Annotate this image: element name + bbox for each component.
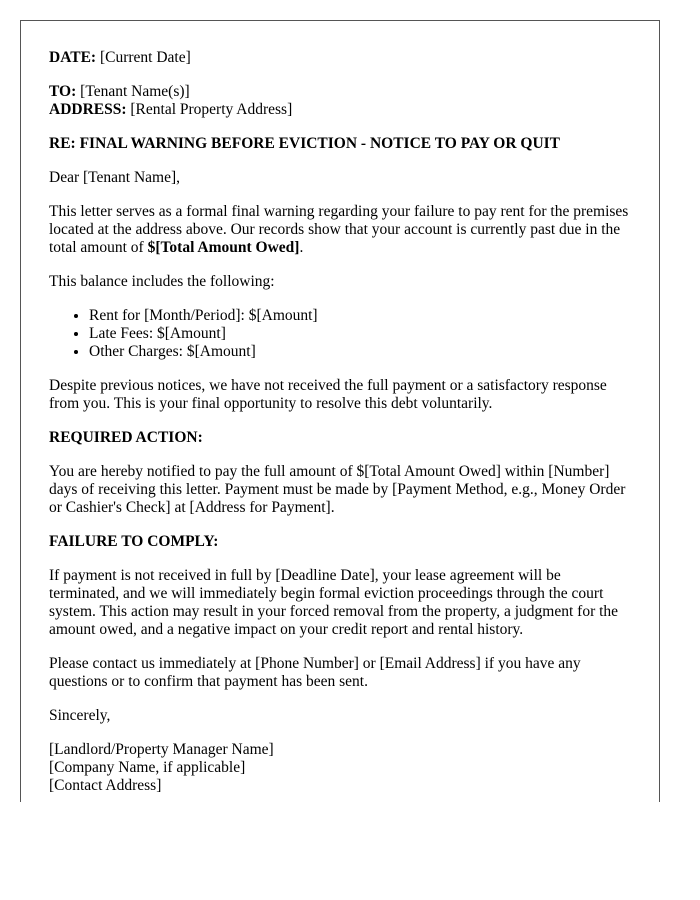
failure-heading: FAILURE TO COMPLY: <box>49 533 219 550</box>
signature-address: [Contact Address] <box>49 777 162 794</box>
date-label: DATE: <box>49 49 97 66</box>
address-value: [Rental Property Address] <box>126 101 293 118</box>
date-line <box>49 49 631 67</box>
list-item: • Late Fees: $[Amount] <box>89 325 631 343</box>
balance-intro: This balance includes the following: <box>49 273 275 290</box>
signature-block <box>49 741 631 795</box>
recipient-block <box>49 83 631 119</box>
intro-text: This letter serves as a formal final warning regarding your failure to pay rent for the premises located at the address above. Our records show that your account is currently past due in the total amount of <box>49 203 629 256</box>
to-value: [Tenant Name(s)] <box>76 83 190 100</box>
failure-text: If payment is not received in full by [Deadline Date], your lease agreement will be terminated, and we will immediately begin formal eviction proceedings through the court system. This action may result in your forced removal from the property, a judgment for the amount owed, and a negative impact on your credit report and rental history. <box>49 567 619 638</box>
intro-end: . <box>299 239 304 256</box>
date-value: [Current Date] <box>96 49 191 66</box>
intro-paragraph <box>49 203 631 257</box>
closing: Sincerely, <box>49 707 111 724</box>
notice-paragraph: Despite previous notices, we have not received the full payment or a satisfactory response from you. This is your final opportunity to resolve this debt voluntarily. <box>49 377 607 412</box>
required-action-heading: REQUIRED ACTION: <box>49 429 203 446</box>
signature-company: [Company Name, if applicable] <box>49 759 246 776</box>
signature-name: [Landlord/Property Manager Name] <box>49 741 274 758</box>
address-label: ADDRESS: <box>49 101 127 118</box>
subject-line: RE: FINAL WARNING BEFORE EVICTION - NOTICE TO PAY OR QUIT <box>49 135 561 152</box>
letter-body <box>21 21 659 795</box>
list-item: • Rent for [Month/Period]: $[Amount] <box>89 307 631 325</box>
balance-list <box>49 307 631 361</box>
salutation: Dear [Tenant Name], <box>49 169 181 186</box>
list-item: • Other Charges: $[Amount] <box>89 343 631 361</box>
to-label: TO: <box>49 83 77 100</box>
letter-page <box>20 20 660 802</box>
required-action-text: You are hereby notified to pay the full amount of $[Total Amount Owed] within [Number] days of receiving this letter. Payment must be made by [Payment Method, e.g., Money Order or Cashier's Check] at [Address for Payment]. <box>49 463 626 516</box>
total-amount: $[Total Amount Owed] <box>147 239 300 256</box>
contact-paragraph: Please contact us immediately at [Phone Number] or [Email Address] if you have any questions or to confirm that payment has been sent. <box>49 655 581 690</box>
